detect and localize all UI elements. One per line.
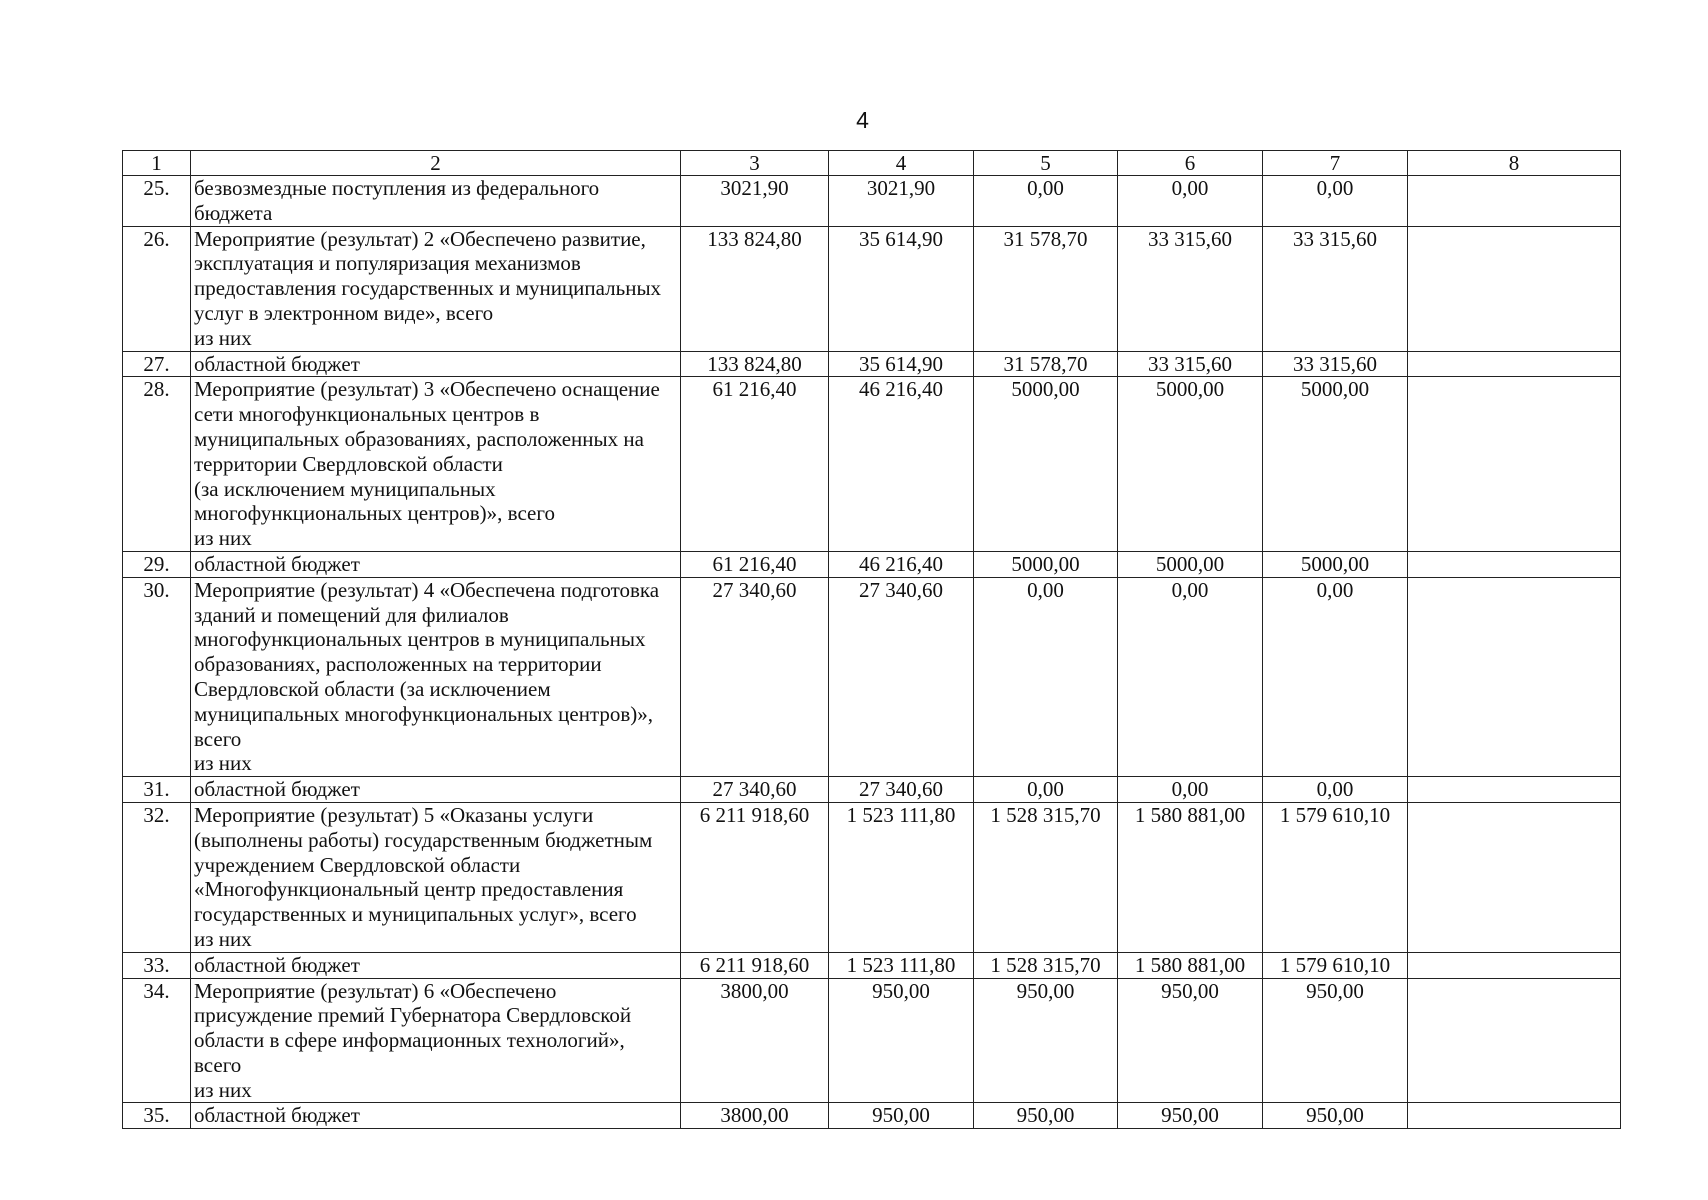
value-col-7-cell: 1 579 610,10 [1263,802,1408,952]
row-name-cell: областной бюджет [191,777,681,803]
value-col-4-cell: 3021,90 [829,176,974,227]
row-name-cell: областной бюджет [191,551,681,577]
value-col-5-cell: 0,00 [974,176,1118,227]
value-col-4-cell: 35 614,90 [829,226,974,351]
table-row [123,802,1621,952]
row-name-cell: Мероприятие (результат) 4 «Обеспечена подготовка зданий и помещений для филиалов многофункциональных центров в муниципальных образованиях, расположенных на территории Свердловской области (за исключением муниципальных многофункциональных центров)», всего из них [191,577,681,776]
value-col-6-cell: 33 315,60 [1118,351,1263,377]
value-col-3-cell: 6 211 918,60 [681,952,829,978]
value-col-7-cell: 33 315,60 [1263,351,1408,377]
value-col-3-cell: 3800,00 [681,1103,829,1129]
value-col-6-cell: 1 580 881,00 [1118,802,1263,952]
budget-table [122,150,1621,1129]
value-col-3-cell: 61 216,40 [681,377,829,552]
row-number-cell: 30. [123,577,191,776]
value-col-3-cell: 27 340,60 [681,777,829,803]
row-number-cell: 31. [123,777,191,803]
row-number-cell: 33. [123,952,191,978]
value-col-7-cell: 950,00 [1263,978,1408,1103]
value-col-8-cell [1408,952,1621,978]
page-number: 4 [856,107,869,133]
value-col-5-cell: 5000,00 [974,551,1118,577]
value-col-8-cell [1408,1103,1621,1129]
value-col-8-cell [1408,551,1621,577]
value-col-4-cell: 27 340,60 [829,577,974,776]
value-col-5-cell: 31 578,70 [974,226,1118,351]
value-col-8-cell [1408,377,1621,552]
header-col-5: 5 [974,151,1118,176]
row-name-cell: областной бюджет [191,952,681,978]
value-col-7-cell: 0,00 [1263,176,1408,227]
value-col-7-cell: 0,00 [1263,777,1408,803]
row-name-cell: областной бюджет [191,1103,681,1129]
table-row [123,176,1621,227]
value-col-3-cell: 61 216,40 [681,551,829,577]
value-col-4-cell: 1 523 111,80 [829,802,974,952]
value-col-5-cell: 1 528 315,70 [974,952,1118,978]
value-col-8-cell [1408,802,1621,952]
table-row [123,978,1621,1103]
row-number-cell: 32. [123,802,191,952]
value-col-6-cell: 33 315,60 [1118,226,1263,351]
table-row [123,551,1621,577]
value-col-6-cell: 1 580 881,00 [1118,952,1263,978]
value-col-5-cell: 1 528 315,70 [974,802,1118,952]
value-col-5-cell: 31 578,70 [974,351,1118,377]
value-col-5-cell: 0,00 [974,777,1118,803]
value-col-7-cell: 1 579 610,10 [1263,952,1408,978]
value-col-6-cell: 950,00 [1118,978,1263,1103]
header-col-8: 8 [1408,151,1621,176]
value-col-4-cell: 950,00 [829,978,974,1103]
row-name-cell: Мероприятие (результат) 3 «Обеспечено оснащение сети многофункциональных центров в муниципальных образованиях, расположенных на территории Свердловской области (за исключением муниципальных многофункциональных центров)», всего из них [191,377,681,552]
value-col-4-cell: 46 216,40 [829,551,974,577]
header-col-1: 1 [123,151,191,176]
table-row [123,577,1621,776]
value-col-4-cell: 27 340,60 [829,777,974,803]
value-col-4-cell: 950,00 [829,1103,974,1129]
table-header-row [123,151,1621,176]
row-name-cell: областной бюджет [191,351,681,377]
value-col-3-cell: 6 211 918,60 [681,802,829,952]
header-col-4: 4 [829,151,974,176]
value-col-8-cell [1408,351,1621,377]
value-col-7-cell: 33 315,60 [1263,226,1408,351]
table-row [123,952,1621,978]
value-col-3-cell: 3021,90 [681,176,829,227]
value-col-5-cell: 950,00 [974,1103,1118,1129]
value-col-7-cell: 950,00 [1263,1103,1408,1129]
row-name-cell: безвозмездные поступления из федерального бюджета [191,176,681,227]
row-name-cell: Мероприятие (результат) 6 «Обеспечено присуждение премий Губернатора Свердловской области в сфере информационных технологий», всего из них [191,978,681,1103]
value-col-5-cell: 0,00 [974,577,1118,776]
value-col-5-cell: 5000,00 [974,377,1118,552]
value-col-3-cell: 133 824,80 [681,351,829,377]
row-number-cell: 26. [123,226,191,351]
value-col-6-cell: 950,00 [1118,1103,1263,1129]
row-number-cell: 25. [123,176,191,227]
header-col-7: 7 [1263,151,1408,176]
row-number-cell: 27. [123,351,191,377]
value-col-3-cell: 133 824,80 [681,226,829,351]
value-col-7-cell: 5000,00 [1263,377,1408,552]
value-col-4-cell: 35 614,90 [829,351,974,377]
value-col-6-cell: 5000,00 [1118,377,1263,552]
value-col-6-cell: 0,00 [1118,176,1263,227]
table-row [123,226,1621,351]
value-col-4-cell: 46 216,40 [829,377,974,552]
value-col-6-cell: 0,00 [1118,577,1263,776]
value-col-6-cell: 0,00 [1118,777,1263,803]
row-number-cell: 35. [123,1103,191,1129]
value-col-8-cell [1408,577,1621,776]
value-col-5-cell: 950,00 [974,978,1118,1103]
row-name-cell: Мероприятие (результат) 2 «Обеспечено развитие, эксплуатация и популяризация механизмов предоставления государственных и муниципальных услуг в электронном виде», всего из них [191,226,681,351]
header-col-6: 6 [1118,151,1263,176]
table-row [123,351,1621,377]
value-col-4-cell: 1 523 111,80 [829,952,974,978]
header-col-2: 2 [191,151,681,176]
value-col-7-cell: 0,00 [1263,577,1408,776]
value-col-8-cell [1408,226,1621,351]
value-col-8-cell [1408,978,1621,1103]
row-number-cell: 34. [123,978,191,1103]
value-col-8-cell [1408,176,1621,227]
row-number-cell: 29. [123,551,191,577]
table-row [123,1103,1621,1129]
table-row [123,777,1621,803]
table-row [123,377,1621,552]
value-col-3-cell: 27 340,60 [681,577,829,776]
header-col-3: 3 [681,151,829,176]
value-col-8-cell [1408,777,1621,803]
value-col-6-cell: 5000,00 [1118,551,1263,577]
value-col-7-cell: 5000,00 [1263,551,1408,577]
row-name-cell: Мероприятие (результат) 5 «Оказаны услуги (выполнены работы) государственным бюджетным учреждением Свердловской области «Многофункциональный центр предоставления государственных и муниципальных услуг», всего из них [191,802,681,952]
row-number-cell: 28. [123,377,191,552]
value-col-3-cell: 3800,00 [681,978,829,1103]
table-body [123,176,1621,1129]
